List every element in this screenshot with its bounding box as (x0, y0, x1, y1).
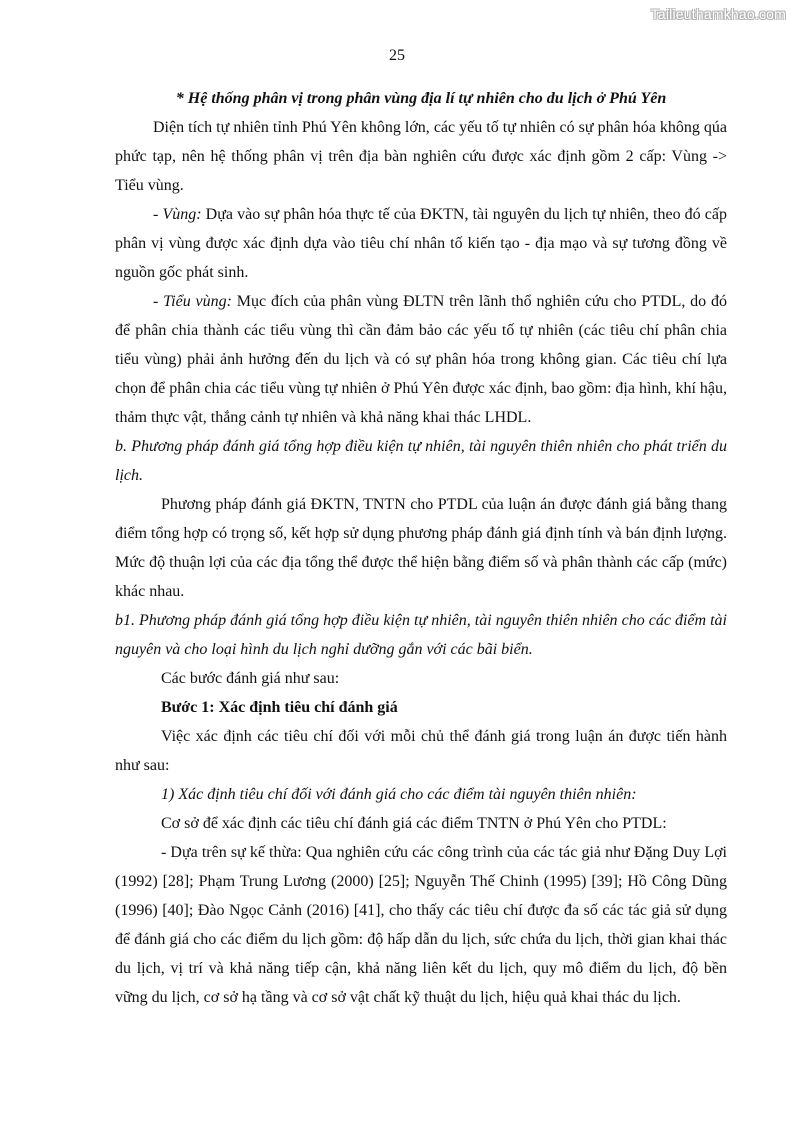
term-vung: - Vùng: (153, 206, 202, 223)
subsection-1-heading: 1) Xác định tiêu chí đối với đánh giá cho các điểm tài nguyên thiên nhiên: (161, 786, 637, 803)
paragraph-method: Phương pháp đánh giá ĐKTN, TNTN cho PTDL của luận án được đánh giá bằng thang điểm tổng hợp có trọng số, kết hợp sử dụng phương pháp đánh giá định tính và bán định lượng. Mức độ thuận lợi của các địa tổng thể được thể hiện bằng điểm số và phân thành các cấp (mức) khác nhau. (115, 496, 727, 600)
paragraph-vung (115, 200, 727, 287)
document-body (115, 84, 727, 1012)
section-heading: * Hệ thống phân vị trong phân vùng địa lí tự nhiên cho du lịch ở Phú Yên (175, 90, 667, 107)
step-1-heading: Bước 1: Xác định tiêu chí đánh giá (161, 699, 398, 716)
watermark: Tailieuthamkhao.com (650, 6, 786, 22)
paragraph-tieu-vung-text: Mục đích của phân vùng ĐLTN trên lãnh thổ nghiên cứu cho PTDL, do đó để phân chia thành các tiểu vùng thì cần đảm bảo các yếu tố tự nhiên (các tiêu chí phân chia tiểu vùng) phải ảnh hưởng đến du lịch và có sự phân hóa trong không gian. Các tiêu chí lựa chọn để phân chia các tiểu vùng tự nhiên ở Phú Yên được xác định, bao gồm: địa hình, khí hậu, thảm thực vật, thắng cảnh tự nhiên và khả năng khai thác LHDL. (115, 293, 728, 426)
paragraph-tieu-vung (115, 287, 727, 432)
paragraph-criteria-intro: Việc xác định các tiêu chí đối với mỗi chủ thể đánh giá trong luận án được tiến hành như sau: (115, 728, 727, 774)
paragraph-steps-intro: Các bước đánh giá như sau: (161, 670, 340, 687)
page-number: 25 (389, 47, 405, 64)
paragraph-vung-text: Dựa vào sự phân hóa thực tế của ĐKTN, tài nguyên du lịch tự nhiên, theo đó cấp phân vị vùng được xác định dựa vào tiêu chí nhân tố kiến tạo - địa mạo và sự tương đồng về nguồn gốc phát sinh. (115, 206, 727, 281)
paragraph-1: Diện tích tự nhiên tỉnh Phú Yên không lớn, các yếu tố tự nhiên có sự phân hóa không qúa phức tạp, nên hệ thống phân vị trên địa bàn nghiên cứu được xác định gồm 2 cấp: Vùng -> Tiểu vùng. (115, 119, 727, 194)
section-b-heading: b. Phương pháp đánh giá tổng hợp điều kiện tự nhiên, tài nguyên thiên nhiên cho phát triển du lịch. (115, 438, 727, 484)
term-tieu-vung: - Tiểu vùng: (153, 293, 232, 310)
paragraph-basis: Cơ sở để xác định các tiêu chí đánh giá các điểm TNTN ở Phú Yên cho PTDL: (161, 815, 667, 832)
section-b1-heading: b1. Phương pháp đánh giá tổng hợp điều kiện tự nhiên, tài nguyên thiên nhiên cho các điểm tài nguyên và cho loại hình du lịch nghỉ dưỡng gắn với các bãi biển. (115, 612, 727, 658)
paragraph-inheritance: - Dựa trên sự kế thừa: Qua nghiên cứu các công trình của các tác giả như Đặng Duy Lợi (1992) [28]; Phạm Trung Lương (2000) [25]; Nguyễn Thế Chinh (1995) [39]; Hồ Công Dũng (1996) [40]; Đào Ngọc Cảnh (2016) [41], cho thấy các tiêu chí được đa số các tác giả sử dụng để đánh giá cho các điểm du lịch gồm: độ hấp dẫn du lịch, sức chứa du lịch, thời gian khai thác du lịch, vị trí và khả năng tiếp cận, khả năng liên kết du lịch, quy mô điểm du lịch, độ bền vững du lịch, cơ sở hạ tầng và cơ sở vật chất kỹ thuật du lịch, hiệu quả khai thác du lịch. (115, 844, 727, 1006)
